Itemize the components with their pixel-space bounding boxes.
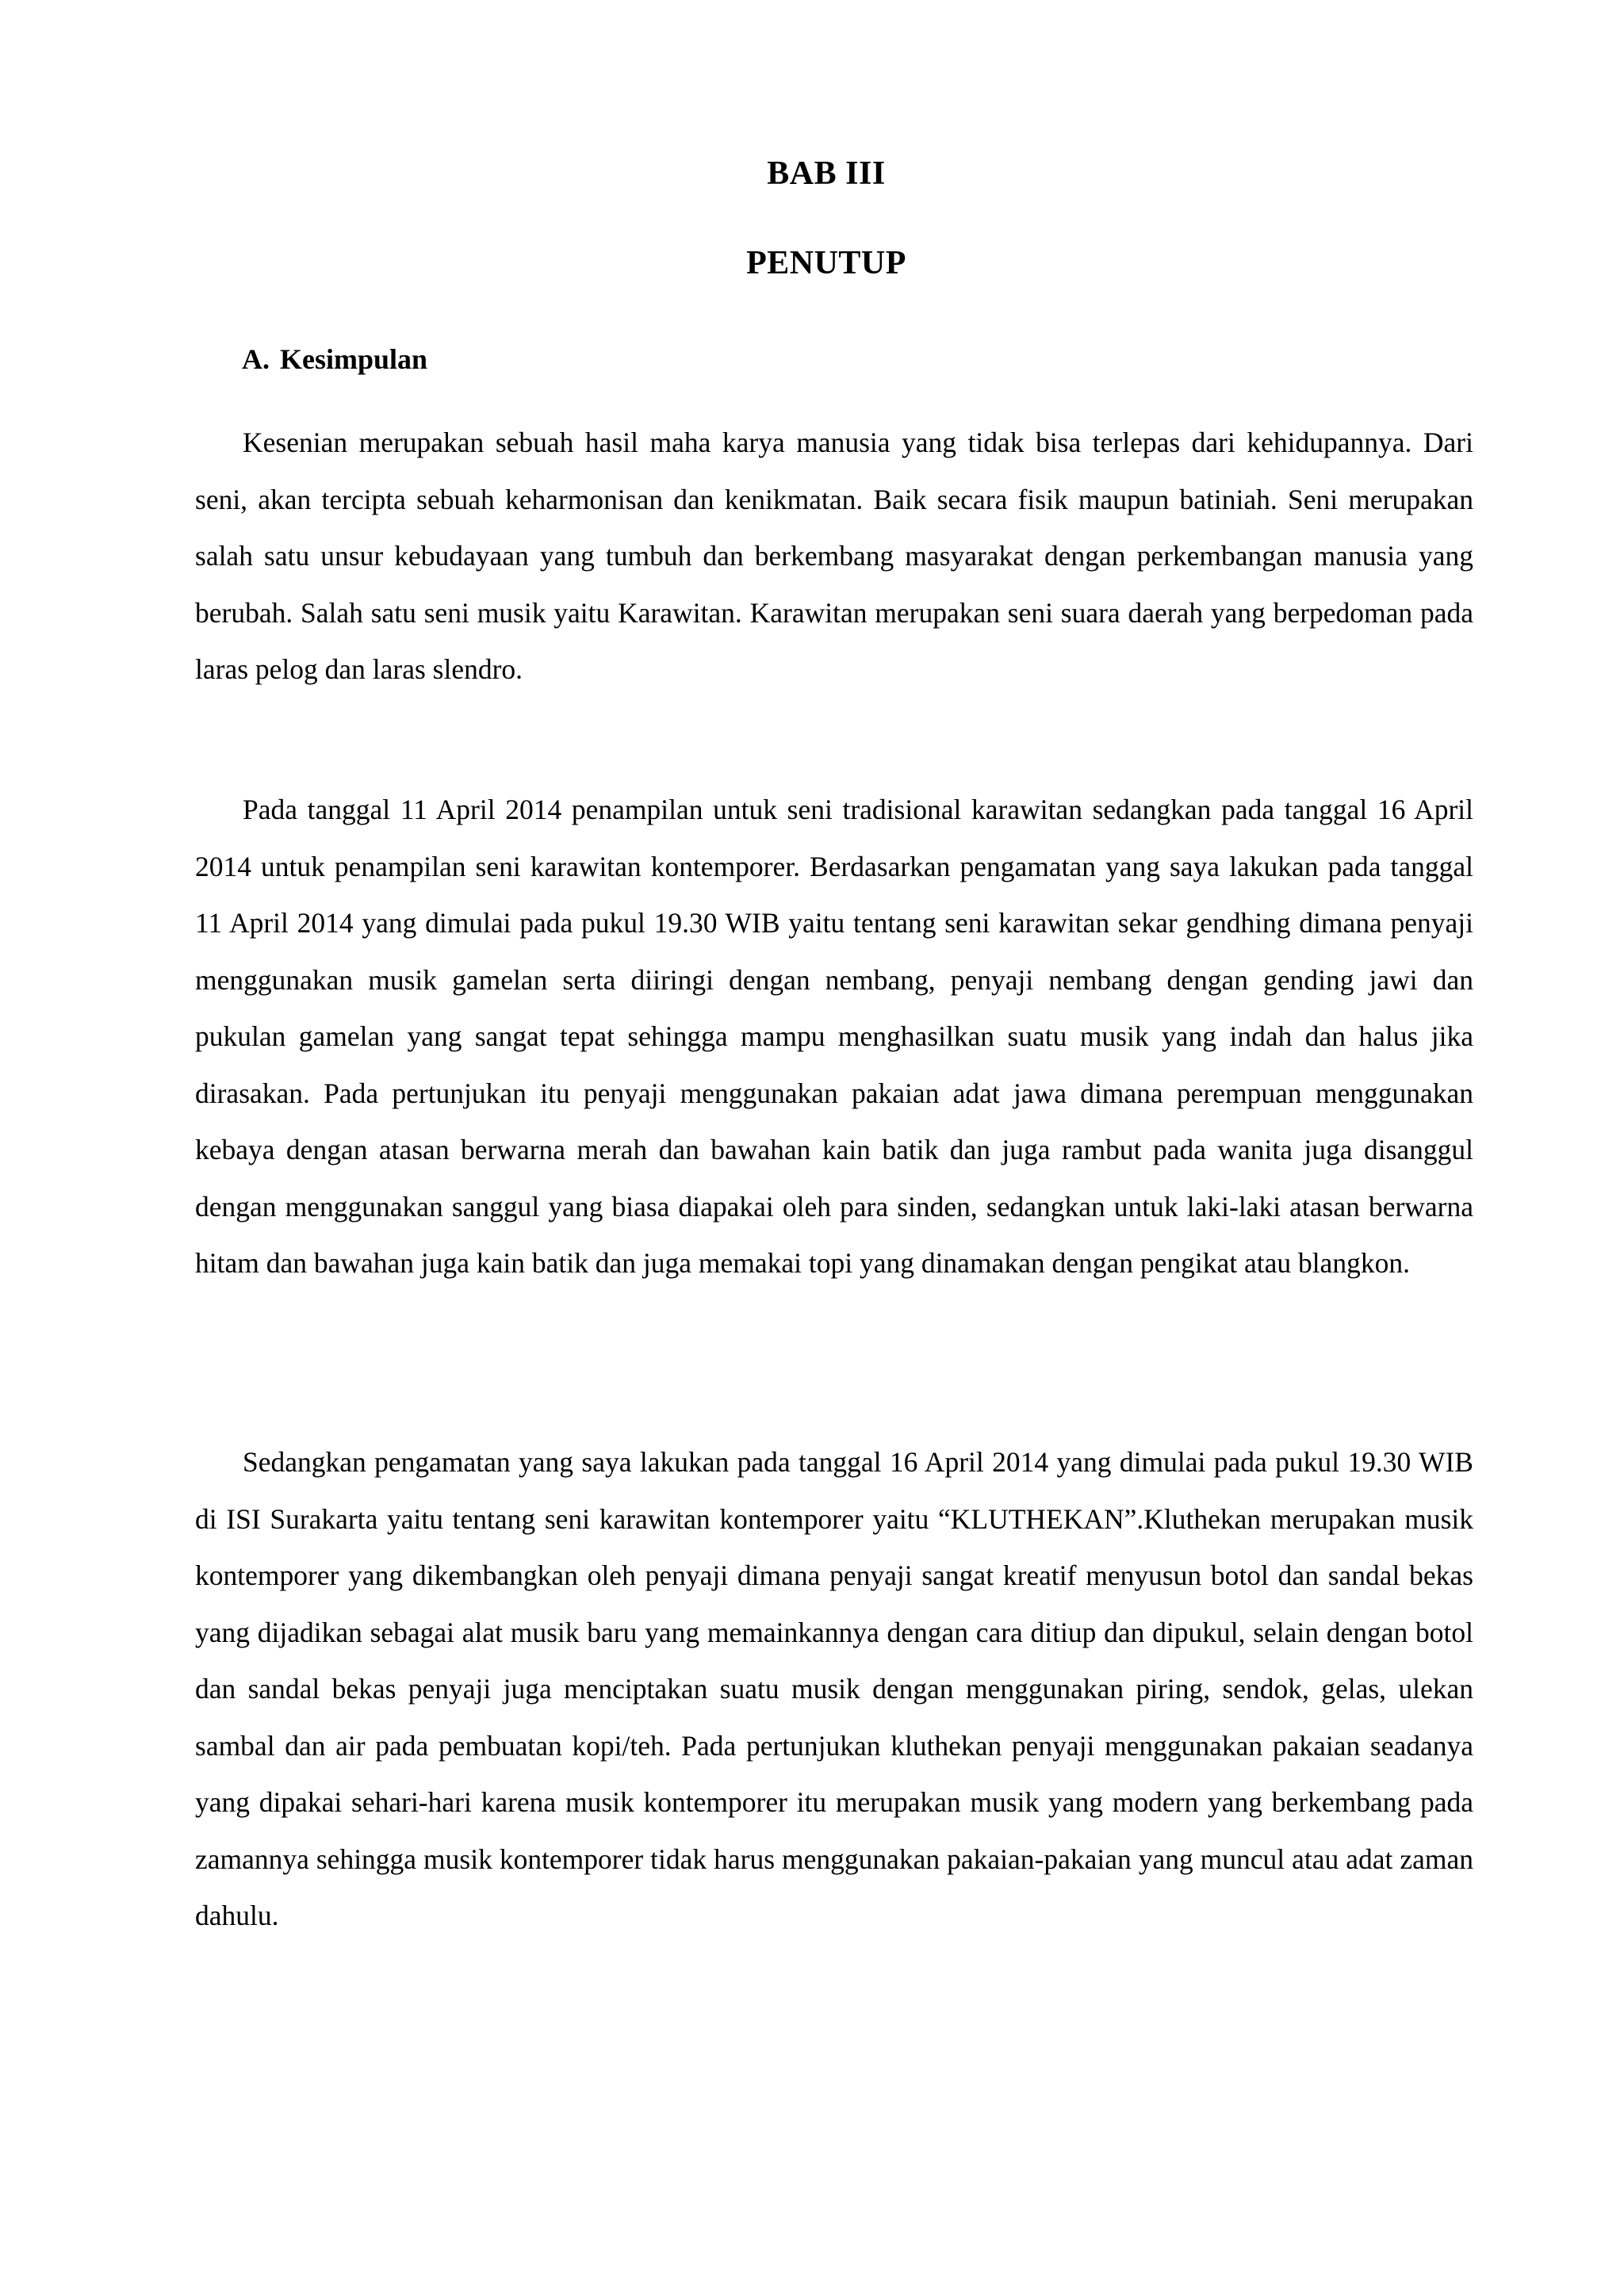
- chapter-title: PENUTUP: [746, 245, 906, 281]
- chapter-heading: BAB III: [767, 155, 886, 192]
- section-title: Kesimpulan: [280, 343, 428, 375]
- paragraph-1: Kesenian merupakan sebuah hasil maha karya manusia yang tidak bisa terlepas dari kehidupannya. Dari seni, akan tercipta sebuah keharmonisan dan kenikmatan. Baik secara fisik maupun batiniah. Seni merupakan salah satu unsur kebudayaan yang tumbuh dan berkembang masyarakat dengan perkembangan manusia yang berubah. Salah satu seni musik yaitu Karawitan. Karawitan merupakan seni suara daerah yang berpedoman pada laras pelog dan laras slendro.: [195, 427, 1473, 685]
- paragraph-2: Pada tanggal 11 April 2014 penampilan untuk seni tradisional karawitan sedangkan pada tanggal 16 April 2014 untuk penampilan seni karawitan kontemporer. Berdasarkan pengamatan yang saya lakukan pada tanggal 11 April 2014 yang dimulai pada pukul 19.30 WIB yaitu tentang seni karawitan sekar gendhing dimana penyaji menggunakan musik gamelan serta diiringi dengan nembang, penyaji nembang dengan gending jawi dan pukulan gamelan yang sangat tepat sehingga mampu menghasilkan suatu musik yang indah dan halus jika dirasakan. Pada pertunjukan itu penyaji menggunakan pakaian adat jawa dimana perempuan menggunakan kebaya dengan atasan berwarna merah dan bawahan kain batik dan juga rambut pada wanita juga disanggul dengan menggunakan sanggul yang biasa diapakai oleh para sinden, sedangkan untuk laki-laki atasan berwarna hitam dan bawahan juga kain batik dan juga memakai topi yang dinamakan dengan pengikat atau blangkon.: [195, 794, 1473, 1279]
- section-number: A.: [242, 343, 270, 375]
- paragraph-3: Sedangkan pengamatan yang saya lakukan pada tanggal 16 April 2014 yang dimulai pada pukul 19.30 WIB di ISI Surakarta yaitu tentang seni karawitan kontemporer yaitu “KLUTHEKAN”.Kluthekan merupakan musik kontemporer yang dikembangkan oleh penyaji dimana penyaji sangat kreatif menyusun botol dan sandal bekas yang dijadikan sebagai alat musik baru yang memainkannya dengan cara ditiup dan dipukul, selain dengan botol dan sandal bekas penyaji juga menciptakan suatu musik dengan menggunakan piring, sendok, gelas, ulekan sambal dan air pada pembuatan kopi/teh. Pada pertunjukan kluthekan penyaji menggunakan pakaian seadanya yang dipakai sehari-hari karena musik kontemporer itu merupakan musik yang modern yang berkembang pada zamannya sehingga musik kontemporer tidak harus menggunakan pakaian-pakaian yang muncul atau adat zaman dahulu.: [195, 1446, 1473, 1931]
- section-heading: [242, 342, 427, 376]
